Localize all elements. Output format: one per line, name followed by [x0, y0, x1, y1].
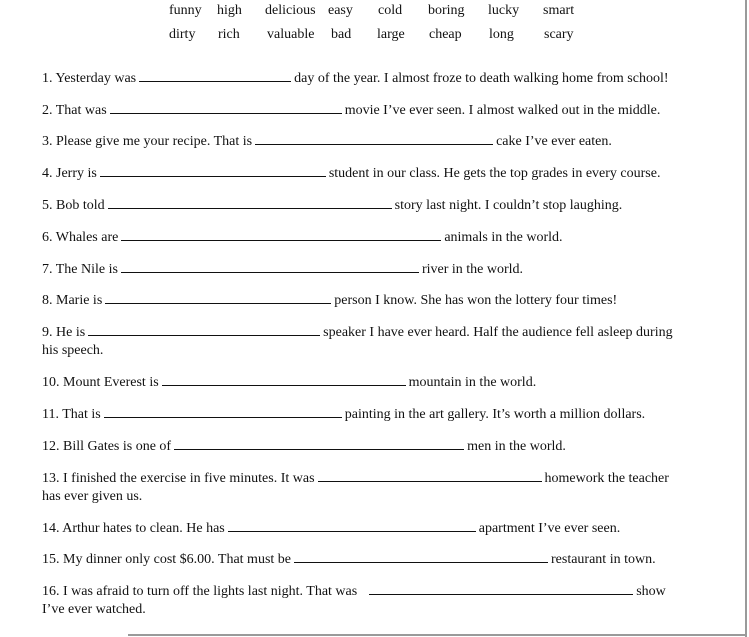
- answer-blank[interactable]: [139, 67, 291, 82]
- item-text-before: 10. Mount Everest is: [42, 375, 159, 390]
- exercise-item-4: [42, 162, 660, 183]
- exercise-item-3: [42, 130, 612, 151]
- answer-blank[interactable]: [110, 99, 342, 114]
- item-text-after: restaurant in town.: [551, 552, 656, 567]
- word-bank-word: funny: [169, 3, 202, 18]
- exercise-item-11: [42, 403, 645, 424]
- word-bank-word: rich: [218, 27, 240, 42]
- answer-blank[interactable]: [100, 162, 326, 177]
- item-text-before: 14. Arthur hates to clean. He has: [42, 521, 225, 536]
- word-bank-word: scary: [544, 27, 574, 42]
- item-text-before: 15. My dinner only cost $6.00. That must be: [42, 552, 291, 567]
- item-text-after: speaker I have ever heard. Half the audience fell asleep during: [323, 325, 673, 340]
- word-bank-word: valuable: [267, 27, 315, 42]
- item-text-after: person I know. She has won the lottery four times!: [334, 293, 618, 308]
- page-right-border: [745, 0, 747, 637]
- answer-blank[interactable]: [108, 194, 392, 209]
- item-text-after: day of the year. I almost froze to death walking home from school!: [294, 71, 669, 86]
- answer-blank[interactable]: [228, 517, 476, 532]
- exercise-item-15: [42, 548, 656, 569]
- exercise-item-16: [42, 580, 666, 619]
- item-text-before: 4. Jerry is: [42, 166, 97, 181]
- exercise-item-9: [42, 321, 673, 360]
- item-text-before: 7. The Nile is: [42, 262, 118, 277]
- item-text-before: 1. Yesterday was: [42, 71, 137, 86]
- item-text-before: 3. Please give me your recipe. That is: [42, 134, 253, 149]
- answer-blank[interactable]: [318, 467, 542, 482]
- answer-blank[interactable]: [255, 130, 493, 145]
- item-text-after: cake I’ve ever eaten.: [496, 134, 612, 149]
- item-text-after: men in the world.: [467, 439, 566, 454]
- item-text-after: river in the world.: [421, 262, 524, 277]
- exercise-item-14: [42, 517, 620, 538]
- word-bank-word: high: [217, 3, 242, 18]
- word-bank-word: easy: [328, 3, 353, 18]
- exercise-item-5: [42, 194, 622, 215]
- answer-blank[interactable]: [105, 289, 331, 304]
- page-bottom-border: [128, 634, 747, 636]
- answer-blank[interactable]: [369, 580, 633, 595]
- item-text-continued: has ever given us.: [42, 489, 143, 504]
- item-text-after: homework the teacher: [544, 471, 669, 486]
- exercise-item-13: [42, 467, 669, 506]
- item-text-continued: his speech.: [42, 343, 104, 358]
- word-bank-word: large: [377, 27, 405, 42]
- item-text-before: 16. I was afraid to turn off the lights last night. That was: [42, 584, 358, 599]
- exercise-item-8: [42, 289, 617, 310]
- answer-blank[interactable]: [162, 371, 406, 386]
- item-text-before: 11. That is: [42, 407, 101, 422]
- item-text-before: 6. Whales are: [42, 230, 119, 245]
- word-bank-word: cold: [378, 3, 403, 18]
- item-text-before: 13. I finished the exercise in five minutes. It was: [42, 471, 315, 486]
- exercise-item-1: [42, 67, 669, 88]
- item-text-after: painting in the art gallery. It’s worth a million dollars.: [344, 407, 646, 422]
- item-text-after: student in our class. He gets the top grades in every course.: [328, 166, 661, 181]
- item-text-after: show: [636, 584, 666, 599]
- item-text-after: mountain in the world.: [408, 375, 537, 390]
- exercise-item-10: [42, 371, 536, 392]
- item-text-before: 2. That was: [42, 103, 107, 118]
- word-bank-word: bad: [331, 27, 352, 42]
- word-bank-word: boring: [428, 3, 465, 18]
- answer-blank[interactable]: [294, 548, 548, 563]
- word-bank-word: long: [489, 27, 514, 42]
- item-text-before: 8. Marie is: [42, 293, 103, 308]
- word-bank-word: smart: [543, 3, 575, 18]
- item-text-before: 9. He is: [42, 325, 86, 340]
- word-bank-word: delicious: [265, 3, 316, 18]
- answer-blank[interactable]: [104, 403, 342, 418]
- item-text-before: 12. Bill Gates is one of: [42, 439, 172, 454]
- exercise-item-12: [42, 435, 566, 456]
- answer-blank[interactable]: [121, 258, 419, 273]
- answer-blank[interactable]: [174, 435, 464, 450]
- answer-blank[interactable]: [121, 226, 441, 241]
- word-bank-word: cheap: [429, 27, 462, 42]
- item-text-continued: I’ve ever watched.: [42, 602, 146, 617]
- item-text-before: 5. Bob told: [42, 198, 105, 213]
- word-bank-word: lucky: [488, 3, 520, 18]
- answer-blank[interactable]: [88, 321, 320, 336]
- item-text-after: movie I’ve ever seen. I almost walked out in the middle.: [344, 103, 661, 118]
- item-text-after: apartment I’ve ever seen.: [478, 521, 621, 536]
- item-text-after: animals in the world.: [444, 230, 563, 245]
- word-bank-word: dirty: [169, 27, 196, 42]
- exercise-item-7: [42, 258, 523, 279]
- exercise-item-6: [42, 226, 563, 247]
- item-text-after: story last night. I couldn’t stop laughing.: [394, 198, 623, 213]
- exercise-item-2: [42, 99, 660, 120]
